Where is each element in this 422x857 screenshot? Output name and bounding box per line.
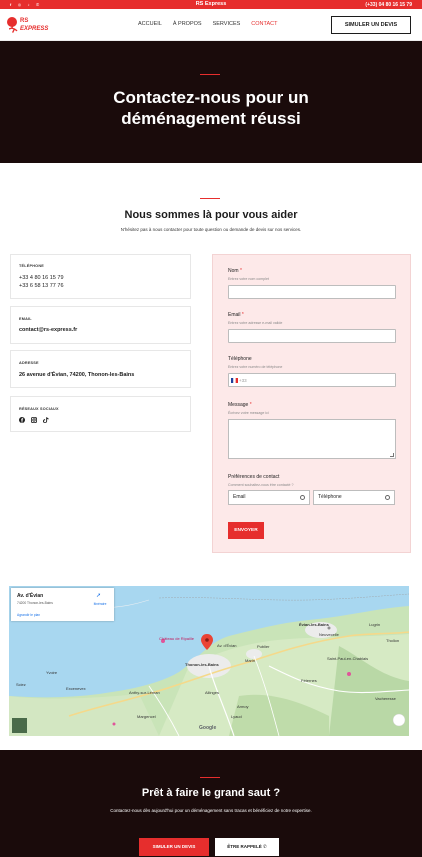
map-label-thonon: Thonon-les-Bains	[185, 662, 219, 667]
directions-icon[interactable]: ➚	[96, 593, 102, 599]
top-bar	[0, 0, 422, 9]
main-nav	[138, 21, 277, 27]
site-header	[0, 9, 422, 41]
map-label-anthy: Anthy-sur-Léman	[129, 690, 160, 695]
email-address[interactable]: contact@rs-express.fr	[19, 327, 78, 333]
map-label-neuvecelle: Neuvecelle	[319, 632, 339, 637]
map-label-publier: Publier	[257, 644, 270, 649]
hero-section	[0, 41, 422, 163]
phone-card	[10, 254, 191, 299]
map-place-title: Av. d'Évian	[17, 593, 44, 599]
social-card	[10, 396, 191, 432]
social-card-label: RÉSEAUX SOCIAUX	[19, 407, 59, 411]
map-place-address: 74200 Thonon-les-Bains	[17, 601, 53, 605]
email-label: Email *	[228, 312, 244, 318]
topbar-phone[interactable]: (+33) 04 80 16 15 79	[365, 2, 412, 8]
map-label-sciez: Sciez	[16, 682, 26, 687]
preference-help: Comment souhaitez-vous être contacté ?	[228, 483, 294, 487]
map-label-vacheresse: Vacheresse	[375, 696, 396, 701]
resize-handle[interactable]	[390, 453, 394, 457]
email-help: Entrez votre adresse e-mail valide	[228, 321, 283, 325]
simulate-quote-button[interactable]: SIMULER UN DEVIS	[331, 16, 411, 34]
cta-callback-label: ÊTRE RAPPELÉ	[227, 844, 262, 849]
radio-icon[interactable]	[385, 495, 390, 500]
map-label-thollon: Thollon	[386, 638, 400, 643]
tiktok-icon[interactable]	[43, 417, 49, 423]
phone-icon: ✆	[263, 844, 267, 849]
phone-help: Entrez votre numéro de téléphone	[228, 365, 283, 369]
nav-services[interactable]: SERVICES	[212, 21, 241, 27]
directions-link[interactable]: Itinéraire	[93, 602, 107, 606]
topbar-brand: RS Express	[195, 1, 227, 7]
map-place-card	[11, 588, 114, 621]
map-label-armoy: Armoy	[237, 704, 249, 709]
email-card	[10, 306, 191, 344]
phone-number-1[interactable]: +33 4 80 16 15 79	[19, 275, 64, 281]
instagram-icon[interactable]	[31, 417, 37, 423]
address-card	[10, 350, 191, 388]
google-map[interactable]	[9, 586, 409, 736]
hero-title	[60, 87, 362, 129]
logo-text-express: EXPRESS	[20, 26, 49, 32]
message-help: Écrivez votre message ici	[228, 411, 269, 415]
name-help: Entrez votre nom complet	[228, 277, 269, 281]
contact-form	[212, 254, 411, 553]
cta-simulate-button[interactable]: SIMULER UN DEVIS	[139, 838, 209, 856]
pref-option-email[interactable]	[228, 490, 310, 505]
map-label-saint-paul: Saint-Paul-en-Chablais	[327, 656, 369, 661]
hero-accent-line	[200, 74, 220, 75]
map-label-yvoire: Yvoire	[46, 670, 58, 675]
map-label-evian: Évian-les-Bains	[299, 622, 329, 627]
logo-text-rs: RS	[20, 18, 29, 24]
phone-prefix: +33	[239, 377, 247, 383]
facebook-icon[interactable]	[19, 417, 25, 423]
larger-map-link[interactable]: Agrandir le plan	[17, 613, 41, 617]
message-textarea[interactable]	[228, 419, 396, 459]
hero-title-line-2: déménagement réussi	[121, 109, 301, 128]
pref-option-phone[interactable]	[313, 490, 395, 505]
address-card-label: ADRESSE	[19, 361, 39, 365]
map-label-lyaud: Lyaud	[231, 714, 242, 719]
map-label-marin: Marin	[245, 658, 256, 663]
pref-option-phone-label: Téléphone	[318, 494, 342, 500]
map-marker-label: Av. d'Évian	[217, 643, 237, 648]
map-label-allinges: Allinges	[205, 690, 220, 695]
phone-input[interactable]	[228, 373, 396, 387]
phone-label: Téléphone	[228, 356, 252, 362]
tiktok-icon[interactable]: ♪	[27, 2, 30, 7]
nav-a-propos[interactable]: À PROPOS	[172, 21, 202, 27]
site-logo[interactable]	[7, 16, 57, 36]
intro-title: Nous sommes là pour vous aider	[124, 209, 298, 221]
radio-icon[interactable]	[300, 495, 305, 500]
submit-button[interactable]: ENVOYER	[228, 522, 264, 539]
cta-section	[0, 750, 422, 857]
phone-number-2[interactable]: +33 6 58 13 77 76	[19, 283, 64, 289]
cta-text: Contactez-nous dès aujourd'hui pour un déménagement sans tracas et bénéficiez de notre expertise.	[110, 808, 312, 813]
message-label: Message *	[228, 402, 252, 408]
france-flag-icon[interactable]	[231, 378, 238, 383]
nav-contact[interactable]: CONTACT	[251, 21, 278, 27]
logo-runner-icon	[9, 24, 18, 34]
hero-title-line-1: Contactez-nous pour un	[113, 88, 309, 107]
google-logo: Google	[199, 725, 217, 731]
name-label: Nom *	[228, 268, 242, 274]
facebook-icon[interactable]: f	[9, 2, 12, 7]
map-label-chateau: Château de Ripaille	[159, 636, 194, 641]
map-label-excenevex: Excenevex	[66, 686, 86, 691]
email-input[interactable]	[228, 329, 396, 343]
map-label-lugrin: Lugrin	[369, 622, 381, 627]
email-card-label: EMAIL	[19, 317, 32, 321]
phone-icon[interactable]: ✆	[35, 2, 40, 7]
preference-label: Préférences de contact	[228, 474, 280, 480]
pref-option-email-label: Email	[233, 494, 246, 500]
nav-accueil[interactable]: ACCUEIL	[138, 21, 162, 27]
cta-accent-line	[200, 777, 220, 778]
intro-subtitle: N'hésitez pas à nous contacter pour toute question ou demande de devis sur nos services.	[120, 227, 302, 232]
social-icons	[19, 417, 49, 423]
name-input[interactable]	[228, 285, 396, 299]
map-label-margencel: Margencel	[137, 714, 156, 719]
phone-card-label: TÉLÉPHONE	[19, 264, 45, 268]
cta-title: Prêt à faire le grand saut ?	[141, 787, 281, 799]
address-text: 26 avenue d'Évian, 74200, Thonon-les-Bains	[19, 372, 135, 378]
intro-accent-line	[200, 198, 220, 199]
map-label-feternes: Féternes	[301, 678, 317, 683]
instagram-icon[interactable]: ◎	[17, 2, 22, 7]
cta-callback-button[interactable]	[215, 838, 279, 856]
